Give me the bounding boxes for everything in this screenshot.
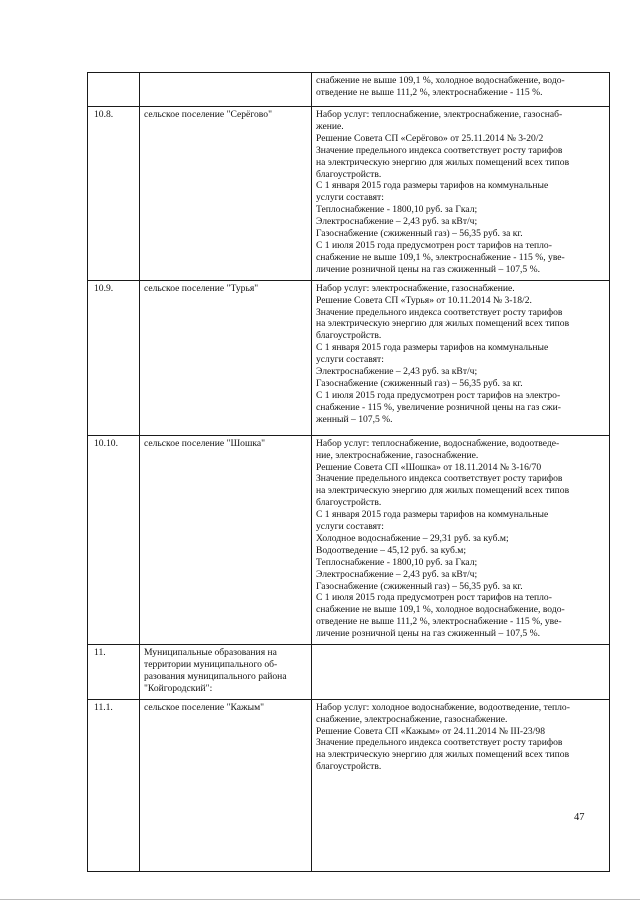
municipality-name-line: разования муниципального района (144, 670, 287, 682)
tariff-description-line: на электрическую энергию для жилых помещений всех типов (316, 156, 570, 168)
tariff-description-line: Решение Совета СП «Кажым» от 24.11.2014 № III-23/98 (316, 725, 545, 737)
tariff-description-line: личение розничной цены на газ сжиженный – 107,5 %. (316, 263, 541, 275)
municipality-name-line: сельское поселение "Турья" (144, 282, 259, 294)
tariff-description-cell (312, 280, 610, 435)
page-number: 47 (574, 812, 585, 823)
tariff-description-line: благоустройств. (316, 497, 382, 509)
row-number-cell: 10.10. (88, 435, 140, 644)
page-edge-divider (0, 899, 640, 900)
municipality-name-line: "Койгородский": (144, 682, 213, 694)
tariff-description-line: Теплоснабжение - 1800,10 руб. за Гкал; (316, 556, 478, 568)
tariff-description-line: ние, электроснабжение, газоснабжение. (316, 449, 479, 461)
municipality-name-cell (140, 699, 312, 871)
tariff-description-line: Решение Совета СП «Турья» от 10.11.2014 № 3-18/2. (316, 294, 532, 306)
tariff-description-line: Значение предельного индекса соответствует росту тарифов (316, 473, 563, 485)
tariff-description-cell (312, 435, 610, 644)
tariff-description-cell (312, 107, 610, 281)
row-number-cell: 10.9. (88, 280, 140, 435)
tariff-description-line: снабжение, электроснабжение, газоснабжение. (316, 713, 508, 725)
table-row (88, 107, 610, 281)
tariff-table (87, 72, 610, 872)
tariff-description-line: С 1 июля 2015 года предусмотрен рост тарифов на электро- (316, 389, 561, 401)
tariff-description-line: Значение предельного индекса соответствует росту тарифов (316, 737, 563, 749)
tariff-description-line: снабжение не выше 109,1 %, электроснабжение - 115 %, уве- (316, 251, 565, 263)
tariff-description-line: С 1 января 2015 года размеры тарифов на коммунальные (316, 180, 549, 192)
municipality-name-cell (140, 435, 312, 644)
row-number-cell (88, 73, 140, 107)
municipality-name-line: сельское поселение "Кажым" (144, 701, 265, 713)
municipality-name-cell (140, 107, 312, 281)
table-row (88, 280, 610, 435)
row-number-cell: 10.8. (88, 107, 140, 281)
tariff-description-line: благоустройств. (316, 168, 382, 180)
tariff-description-line: на электрическую энергию для жилых помещений всех типов (316, 749, 570, 761)
tariff-description-line: Электроснабжение – 2,43 руб. за кВт/ч; (316, 216, 478, 228)
tariff-description-line: женный – 107,5 %. (316, 413, 393, 425)
tariff-description-line: Газоснабжение (сжиженный газ) – 56,35 руб. за кг. (316, 580, 523, 592)
municipality-name-line: сельское поселение "Шошка" (144, 437, 266, 449)
tariff-description-line: Электроснабжение – 2,43 руб. за кВт/ч; (316, 366, 478, 378)
tariff-description-line: на электрическую энергию для жилых помещений всех типов (316, 318, 570, 330)
tariff-description-line: Водоотведение – 45,12 руб. за куб.м; (316, 544, 466, 556)
tariff-description-line: благоустройств. (316, 761, 382, 773)
tariff-description-line: услуги составят: (316, 521, 384, 533)
tariff-description-line: Решение Совета СП «Шошка» от 18.11.2014 № 3-16/70 (316, 461, 542, 473)
tariff-description-line: отведение не выше 111,2 %, электроснабжение - 115 %. (316, 86, 543, 98)
tariff-description-line: Решение Совета СП «Серёгово» от 25.11.2014 № 3-20/2 (316, 132, 544, 144)
row-number-cell: 11. (88, 645, 140, 700)
table-row (88, 645, 610, 700)
municipality-name-cell (140, 645, 312, 700)
municipality-name-cell (140, 73, 312, 107)
tariff-description-line: снабжение не выше 109,1 %, холодное водоснабжение, водо- (316, 604, 565, 616)
tariff-description-line: Газоснабжение (сжиженный газ) – 56,35 руб. за кг. (316, 377, 523, 389)
tariff-description-line: Набор услуг: теплоснабжение, водоснабжение, водоотведе- (316, 437, 560, 449)
table-row (88, 435, 610, 644)
tariff-description-line: жение. (316, 120, 344, 132)
row-number-cell: 11.1. (88, 699, 140, 871)
tariff-description-line: личение розничной цены на газ сжиженный – 107,5 %. (316, 628, 541, 640)
municipality-name-line: Муниципальные образования на (144, 647, 277, 659)
tariff-description-line: Значение предельного индекса соответствует росту тарифов (316, 144, 563, 156)
tariff-description-line: Газоснабжение (сжиженный газ) – 56,35 руб. за кг. (316, 228, 523, 240)
tariff-description-line: услуги составят: (316, 354, 384, 366)
tariff-description-line: С 1 января 2015 года размеры тарифов на коммунальные (316, 509, 549, 521)
tariff-description-line: Электроснабжение – 2,43 руб. за кВт/ч; (316, 568, 478, 580)
tariff-description-line: снабжение - 115 %, увеличение розничной цены на газ сжи- (316, 401, 561, 413)
municipality-name-line: территории муниципального об- (144, 659, 278, 670)
tariff-description-line: снабжение не выше 109,1 %, холодное водоснабжение, водо- (316, 75, 565, 86)
tariff-description-line: услуги составят: (316, 192, 384, 204)
tariff-description-line: С 1 июля 2015 года предусмотрен рост тарифов на тепло- (316, 239, 552, 251)
table-row (88, 73, 610, 107)
tariff-description-cell (312, 645, 610, 700)
tariff-description-cell (312, 73, 610, 107)
tariff-description-line: Теплоснабжение - 1800,10 руб. за Гкал; (316, 204, 478, 216)
tariff-description-line: Холодное водоснабжение – 29,31 руб. за куб.м; (316, 532, 509, 544)
tariff-description-line: Набор услуг: теплоснабжение, электроснабжение, газоснаб- (316, 109, 563, 120)
municipality-name-line: сельское поселение "Серёгово" (144, 109, 272, 120)
table-row (88, 699, 610, 871)
tariff-description-line: Набор услуг: холодное водоснабжение, водоотведение, тепло- (316, 701, 570, 713)
tariff-description-line: Набор услуг: электроснабжение, газоснабжение. (316, 282, 515, 294)
tariff-description-line: С 1 июля 2015 года предусмотрен рост тарифов на тепло- (316, 592, 552, 604)
tariff-description-cell (312, 699, 610, 871)
tariff-description-line: на электрическую энергию для жилых помещений всех типов (316, 485, 570, 497)
tariff-description-line: отведение не выше 111,2 %, электроснабжение - 115 %, уве- (316, 616, 562, 628)
tariff-description-line: С 1 января 2015 года размеры тарифов на коммунальные (316, 342, 549, 354)
municipality-name-cell (140, 280, 312, 435)
tariff-description-line: Значение предельного индекса соответствует росту тарифов (316, 306, 563, 318)
tariff-description-line: благоустройств. (316, 330, 382, 342)
